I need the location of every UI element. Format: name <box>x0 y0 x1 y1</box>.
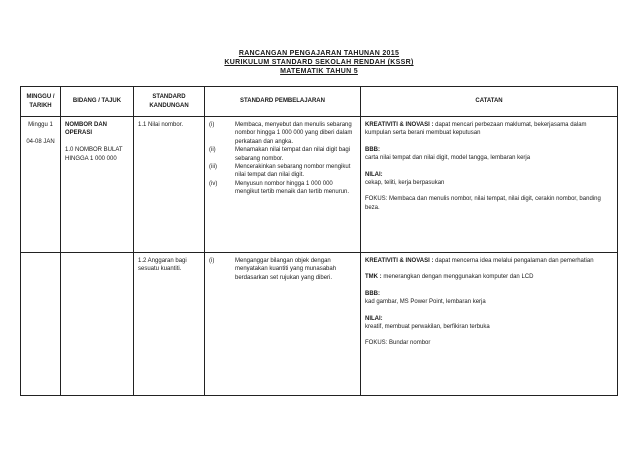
table-header-row <box>21 87 617 117</box>
header-minggu: MINGGU / TARIKH <box>21 87 61 116</box>
bidang-cell <box>61 253 134 395</box>
bidang-cell <box>61 117 134 252</box>
nilai-text: kreatif, membuat perwakilan, berfikiran terbuka <box>365 324 490 331</box>
lesson-plan-table <box>20 86 618 396</box>
header-standard-pembelajaran: STANDARD PEMBELAJARAN <box>205 87 361 116</box>
tmk-note <box>365 273 613 281</box>
tmk-text: menerangkan dengan menggunakan komputer dan LCD <box>381 274 534 281</box>
minggu-label: Minggu 1 <box>28 122 53 128</box>
minggu-cell <box>21 117 61 252</box>
nilai-label: NILAI: <box>365 171 383 178</box>
list-item <box>209 163 356 180</box>
kandungan-cell <box>134 117 205 252</box>
kreativiti-note <box>365 257 613 265</box>
item-text: Menganggar bilangan objek dengan menyatakan kuantiti yang munasabah berdasarkan set rujukan yang diberi. <box>235 258 337 281</box>
list-item <box>209 146 356 163</box>
tarikh-label: 04-08 JAN <box>26 138 55 145</box>
fokus-note: FOKUS: Membaca dan menulis nombor, nilai tempat, nilai digit, cerakin nombor, banding beza. <box>365 196 601 211</box>
kreativiti-note <box>365 121 613 138</box>
bidang-title: NOMBOR DAN OPERASI <box>65 122 107 137</box>
item-text: Menyusun nombor hingga 1 000 000 mengikut tertib menaik dan tertib menurun. <box>235 180 350 196</box>
item-number: (iii) <box>209 164 217 171</box>
pembelajaran-cell <box>205 253 361 395</box>
item-number: (ii) <box>209 147 216 154</box>
fokus-note: FOKUS: Bundar nombor <box>365 340 431 347</box>
minggu-cell <box>21 253 61 395</box>
bbb-label: BBB: <box>365 146 380 153</box>
nilai-text: cekap, teliti, kerja berpasukan <box>365 180 445 187</box>
bidang-subtitle: 1.0 NOMBOR BULAT HINGGA 1 000 000 <box>65 147 123 162</box>
document-heading <box>0 49 638 76</box>
item-text: Mencerakinkan sebarang nombor mengikut nilai tempat dan nilai digit. <box>235 164 351 179</box>
kreativiti-text: dapat mencerna idea melalui pengalaman dan pemerhatian <box>433 258 594 264</box>
table-row <box>21 253 617 395</box>
heading-line-3: MATEMATIK TAHUN 5 <box>280 68 358 75</box>
tmk-label: TMK : <box>365 274 382 281</box>
header-standard-kandungan: STANDARD KANDUNGAN <box>134 87 205 116</box>
kreativiti-text: dapat mencari perbezaan maklumat, bekerjasama dalam kumpulan serta berani membuat keputusan <box>365 122 587 137</box>
heading-line-2: KURIKULUM STANDARD SEKOLAH RENDAH (KSSR) <box>224 59 414 66</box>
kandungan-cell <box>134 253 205 395</box>
header-bidang: BIDANG / TAJUK <box>61 87 134 116</box>
catatan-cell <box>361 253 617 395</box>
bbb-text: carta nilai tempat dan nilai digit, model tangga, lembaran kerja <box>365 155 531 162</box>
bbb-note <box>365 290 613 307</box>
nilai-label: NILAI: <box>365 315 383 322</box>
catatan-cell <box>361 117 617 252</box>
list-item <box>209 257 356 282</box>
table-row <box>21 117 617 253</box>
kandungan-text: 1.2 Anggaran bagi sesuatu kuantiti. <box>138 258 187 273</box>
kandungan-text: 1.1 Nilai nombor. <box>138 122 184 128</box>
bbb-text: kad gambar, MS Power Point, lembaran kerja <box>365 299 486 306</box>
pembelajaran-cell <box>205 117 361 252</box>
item-text: Menamakan nilai tempat dan nilai digit bagi sebarang nombor. <box>235 147 351 162</box>
item-number: (i) <box>209 122 215 128</box>
kreativiti-label: KREATIVITI & INOVASI : <box>365 258 434 264</box>
heading-line-1: RANCANGAN PENGAJARAN TAHUNAN 2015 <box>238 50 400 57</box>
kreativiti-label: KREATIVITI & INOVASI : <box>365 122 434 128</box>
nilai-note <box>365 171 613 188</box>
nilai-note <box>365 315 613 332</box>
item-number: (iv) <box>209 180 218 187</box>
bbb-label: BBB: <box>365 290 380 297</box>
item-number: (i) <box>209 258 215 264</box>
header-catatan: CATATAN <box>475 98 503 105</box>
bbb-note <box>365 146 613 163</box>
item-text: Membaca, menyebut dan menulis sebarang nombor hingga 1 000 000 yang diberi dalam perkataan dan angka. <box>235 122 353 145</box>
list-item <box>209 180 356 197</box>
list-item <box>209 121 356 146</box>
